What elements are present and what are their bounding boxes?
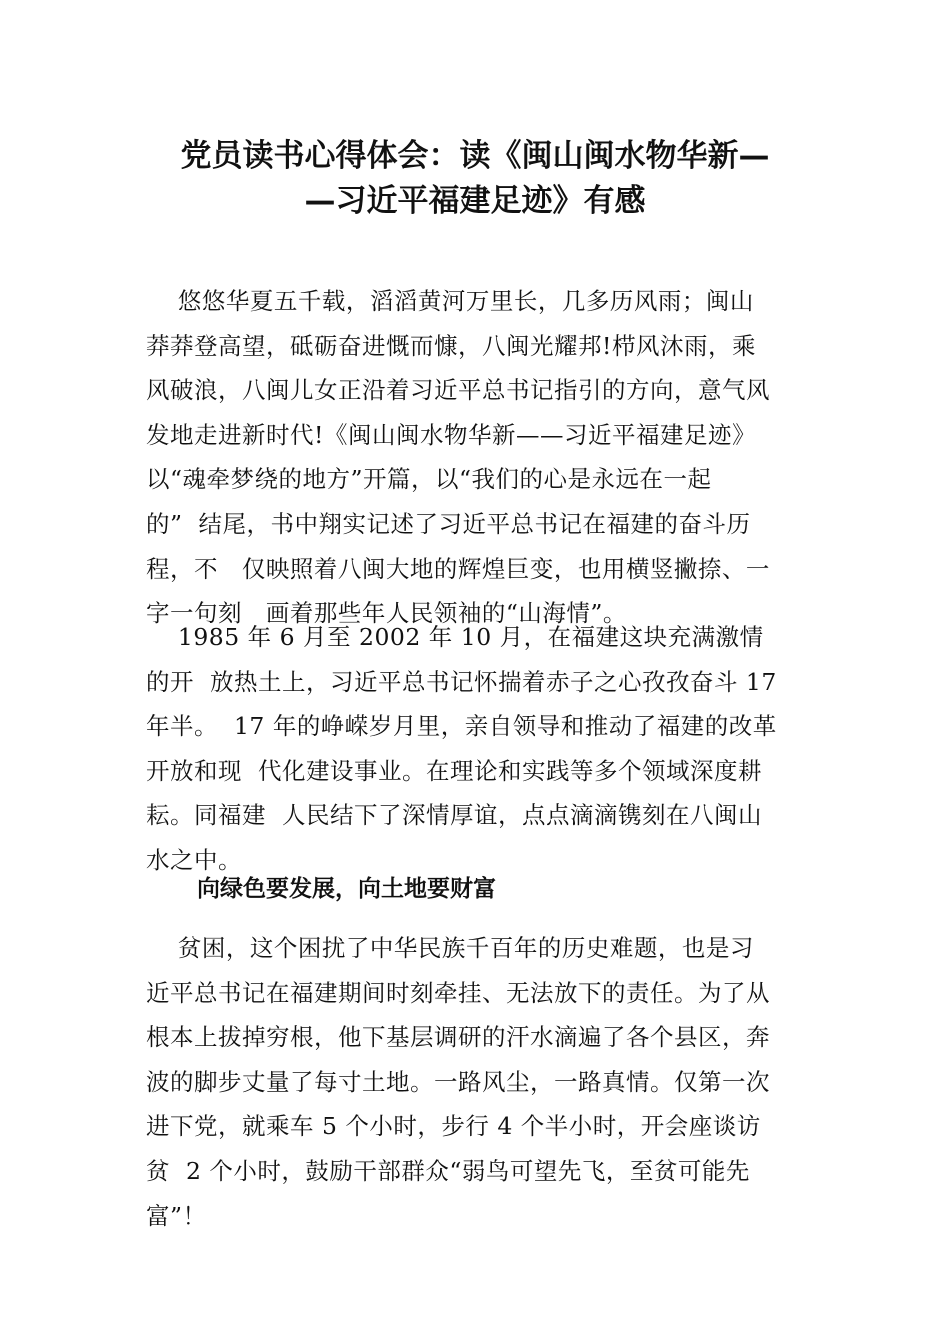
title-line-2: —习近平福建足迹》有感 [304,183,646,219]
paragraph-line: 波的脚步丈量了每寸土地。一路风尘，一路真情。仅第一次 [146,1067,770,1096]
paragraph-line: 1985 年 6 月至 2002 年 10 月，在福建这块充满激情 [146,623,764,651]
paragraph-line: 年半。 17 年的峥嵘岁月里，亲自领导和推动了福建的改革 [146,712,777,741]
paragraph-line: 开放和现 代化建设事业。在理论和实践等多个领域深度耕 [146,756,762,785]
paragraph-line: 风破浪，八闽儿女正沿着习近平总书记指引的方向，意气风 [146,376,770,405]
paragraph-line: 悠悠华夏五千载，滔滔黄河万里长，几多历风雨；闽山 [146,287,754,315]
paragraph-line: 字一句刻 画着那些年人民领袖的“山海情”。 [146,599,627,628]
paragraph-line: 发地走进新时代!《闽山闽水物华新——习近平福建足迹》 [146,420,756,449]
paragraph-line: 莽莽登高望，砥砺奋进慨而慷，八闽光耀邦!栉风沐雨，乘 [146,331,756,360]
section-heading: 向绿色要发展，向土地要财富 [197,876,496,902]
paragraph-line: 以“魂牵梦绕的地方”开篇，以“我们的心是永远在一起 [146,465,712,494]
paragraph-line: 水之中。 [146,845,242,874]
paragraph-2 [146,615,816,883]
paragraph-line: 的” 结尾，书中翔实记述了习近平总书记在福建的奋斗历 [146,509,751,538]
paragraph-line: 进下党，就乘车 5 个小时，步行 4 个半小时，开会座谈访 [146,1112,761,1141]
paragraph-line: 耘。同福建 人民结下了深情厚谊，点点滴滴镌刻在八闽山 [146,801,762,830]
paragraph-3 [146,926,816,1238]
paragraph-line: 根本上拔掉穷根，他下基层调研的汗水滴遍了各个县区，奔 [146,1023,770,1052]
paragraph-line: 的开 放热土上，习近平总书记怀揣着赤子之心孜孜奋斗 17 [146,667,777,696]
document-title [120,134,830,224]
title-line-1: 党员读书心得体会：读《闽山闽水物华新— [180,138,770,174]
paragraph-line: 程，不 仅映照着八闽大地的辉煌巨变，也用横竖撇捺、一 [146,554,770,583]
paragraph-line: 贫困，这个困扰了中华民族千百年的历史难题，也是习 [146,934,754,962]
paragraph-line: 贫 2 个小时，鼓励干部群众“弱鸟可望先飞，至贫可能先 [146,1156,750,1185]
paragraph-line: 近平总书记在福建期间时刻牵挂、无法放下的责任。为了从 [146,978,770,1007]
paragraph-1 [146,279,816,636]
paragraph-line: 富”！ [146,1201,207,1230]
